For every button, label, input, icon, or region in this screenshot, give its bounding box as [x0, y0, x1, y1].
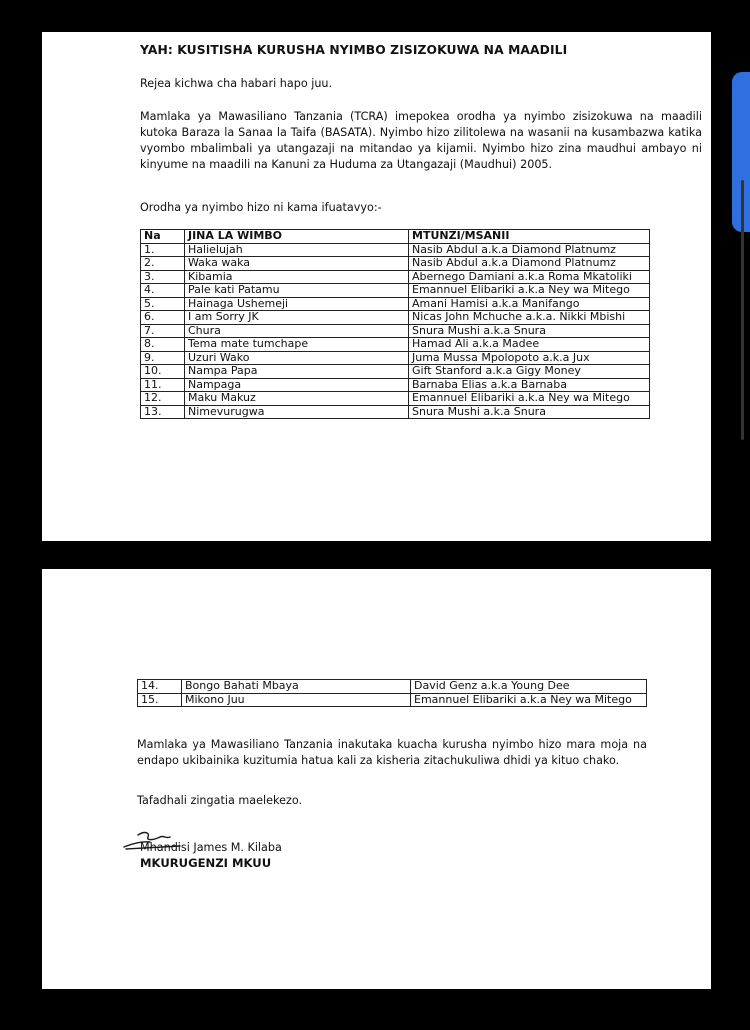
table-row — [141, 297, 650, 311]
song-title: Kibamia — [185, 270, 409, 284]
song-title: Waka waka — [185, 257, 409, 271]
artist-name: Snura Mushi a.k.a Snura — [409, 324, 650, 338]
header-artist: MTUNZI/MSANII — [409, 230, 650, 244]
subject-line: YAH: KUSITISHA KURUSHA NYIMBO ZISIZOKUWA NA MAADILI — [140, 43, 568, 57]
row-number: 7. — [141, 324, 185, 338]
table-row — [141, 365, 650, 379]
artist-name: Emannuel Elibariki a.k.a Ney wa Mitego — [409, 392, 650, 406]
table-row — [141, 378, 650, 392]
body-paragraph: Mamlaka ya Mawasiliano Tanzania (TCRA) imepokea orodha ya nyimbo zisizokuwa na maadili kutoka Baraza la Sanaa la Taifa (BASATA). Nyimbo hizo zilitolewa na wasanii na kusambazwa katika vyombo mbalimbali ya utangazaji na mitandao ya kijamii. Nyimbo hizo zina maudhui ambayo ni kinyume na maadili na Kanuni za Huduma za Utangazaji (Maudhui) 2005. — [140, 110, 702, 171]
song-title: Mikono Juu — [182, 693, 411, 707]
row-number: 2. — [141, 257, 185, 271]
song-title: I am Sorry JK — [185, 311, 409, 325]
document-page-2 — [42, 569, 711, 989]
table-row — [141, 257, 650, 271]
list-intro: Orodha ya nyimbo hizo ni kama ifuatavyo:- — [140, 201, 382, 214]
row-number: 6. — [141, 311, 185, 325]
row-number: 3. — [141, 270, 185, 284]
artist-name: Emannuel Elibariki a.k.a Ney wa Mitego — [411, 693, 647, 707]
row-number: 5. — [141, 297, 185, 311]
table-row — [138, 680, 647, 694]
table-row — [141, 270, 650, 284]
table-row — [141, 311, 650, 325]
song-title: Pale kati Patamu — [185, 284, 409, 298]
header-song-title: JINA LA WIMBO — [185, 230, 409, 244]
song-title: Nimevurugwa — [185, 405, 409, 419]
song-title: Halielujah — [185, 243, 409, 257]
reference-line: Rejea kichwa cha habari hapo juu. — [140, 77, 333, 90]
table-row — [141, 284, 650, 298]
signatory-name: Mhandisi James M. Kilaba — [140, 841, 282, 854]
song-title: Nampa Papa — [185, 365, 409, 379]
artist-name: Hamad Ali a.k.a Madee — [409, 338, 650, 352]
row-number: 14. — [138, 680, 182, 694]
artist-name: Gift Stanford a.k.a Gigy Money — [409, 365, 650, 379]
table-row — [141, 338, 650, 352]
artist-name: Nasib Abdul a.k.a Diamond Platnumz — [409, 257, 650, 271]
document-page-1 — [42, 32, 711, 541]
row-number: 9. — [141, 351, 185, 365]
song-title: Hainaga Ushemeji — [185, 297, 409, 311]
warning-paragraph: Mamlaka ya Mawasiliano Tanzania inakutaka kuacha kurusha nyimbo hizo mara moja na endapo ukibainika kuzitumia hatua kali za kisheria zitachukuliwa dhidi ya kituo chako. — [137, 738, 647, 767]
song-title: Tema mate tumchape — [185, 338, 409, 352]
song-title: Bongo Bahati Mbaya — [182, 680, 411, 694]
song-title: Uzuri Wako — [185, 351, 409, 365]
table-row — [141, 392, 650, 406]
song-title: Nampaga — [185, 378, 409, 392]
artist-name: Snura Mushi a.k.a Snura — [409, 405, 650, 419]
song-title: Maku Makuz — [185, 392, 409, 406]
artist-name: Emannuel Elibariki a.k.a Ney wa Mitego — [409, 284, 650, 298]
artist-name: Nicas John Mchuche a.k.a. Nikki Mbishi — [409, 311, 650, 325]
row-number: 12. — [141, 392, 185, 406]
artist-name: Nasib Abdul a.k.a Diamond Platnumz — [409, 243, 650, 257]
table-row — [141, 324, 650, 338]
row-number: 8. — [141, 338, 185, 352]
songs-table — [140, 229, 650, 419]
artist-name: Barnaba Elias a.k.a Barnaba — [409, 378, 650, 392]
artist-name: Amani Hamisi a.k.a Manifango — [409, 297, 650, 311]
table-row — [141, 243, 650, 257]
row-number: 1. — [141, 243, 185, 257]
row-number: 10. — [141, 365, 185, 379]
header-number: Na — [141, 230, 185, 244]
artist-name: Juma Mussa Mpolopoto a.k.a Jux — [409, 351, 650, 365]
table-header-row — [141, 230, 650, 244]
song-title: Chura — [185, 324, 409, 338]
row-number: 13. — [141, 405, 185, 419]
row-number: 4. — [141, 284, 185, 298]
row-number: 15. — [138, 693, 182, 707]
table-row — [141, 405, 650, 419]
table-row — [138, 693, 647, 707]
row-number: 11. — [141, 378, 185, 392]
table-row — [141, 351, 650, 365]
signatory-title: MKURUGENZI MKUU — [140, 856, 272, 870]
songs-table-continued — [137, 679, 647, 707]
closing-note: Tafadhali zingatia maelekezo. — [137, 794, 303, 807]
artist-name: David Genz a.k.a Young Dee — [411, 680, 647, 694]
artist-name: Abernego Damiani a.k.a Roma Mkatoliki — [409, 270, 650, 284]
scroll-indicator[interactable] — [741, 180, 744, 440]
